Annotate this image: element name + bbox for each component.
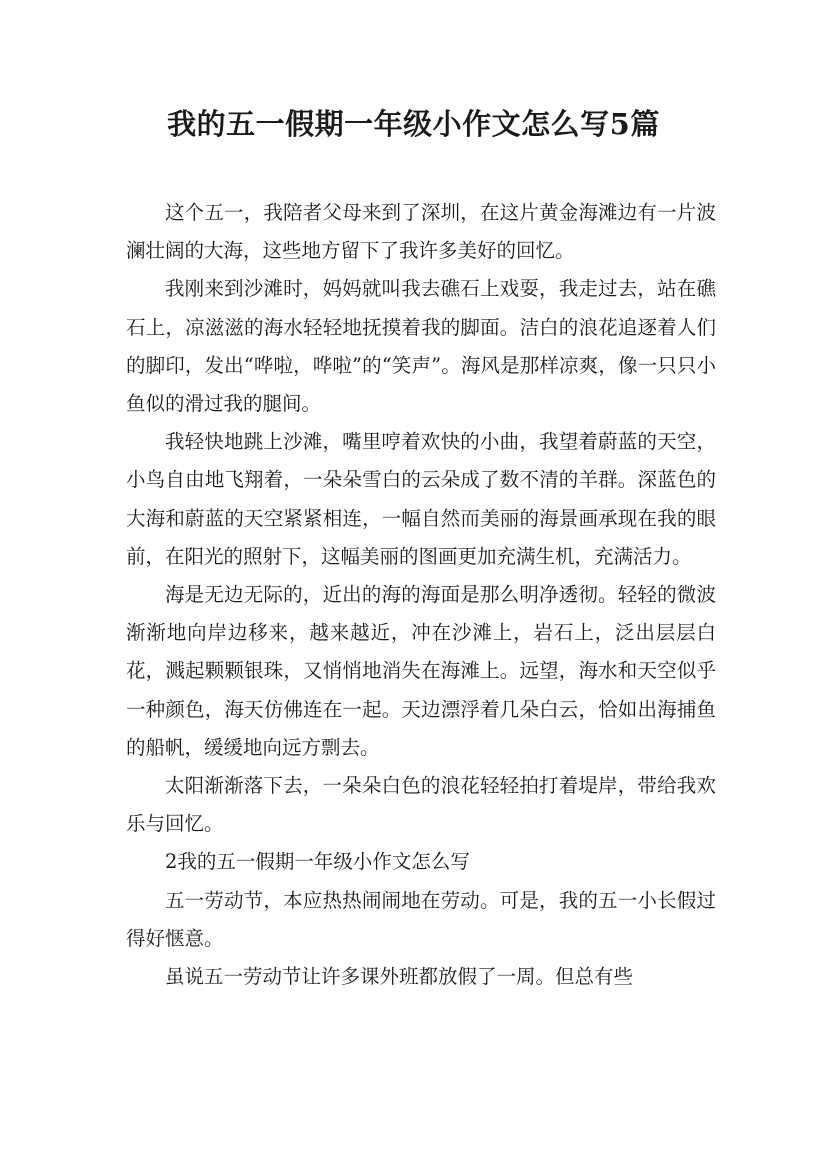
paragraph-3: 我轻快地跳上沙滩，嘴里哼着欢快的小曲，我望着蔚蓝的天空，小鸟自由地飞翔着，一朵朵雪白的云朵成了数不清的羊群。深蓝色的大海和蔚蓝的天空紧紧相连，一幅自然而美丽的海景画承现在我的眼前，在阳光的照射下，这幅美丽的图画更加充满生机，充满活力。 <box>126 430 716 568</box>
paragraph-5: 太阳渐渐落下去，一朵朵白色的浪花轻轻拍打着堤岸，带给我欢乐与回忆。 <box>126 774 716 836</box>
document-body <box>126 194 716 996</box>
section-heading-2: 2我的五一假期一年级小作文怎么写 <box>165 850 470 874</box>
paragraph-4: 海是无边无际的，近出的海的海面是那么明净透彻。轻轻的微波渐渐地向岸边移来，越来越近，冲在沙滩上，岩石上，泛出层层白花，溅起颗颗银珠，又悄悄地消失在海滩上。远望，海水和天空似乎一种颜色，海天仿佛连在一起。天边漂浮着几朵白云，恰如出海捕鱼的船帆，缓缓地向远方剽去。 <box>126 583 716 759</box>
paragraph-7: 虽说五一劳动节让许多课外班都放假了一周。但总有些 <box>165 965 634 989</box>
paragraph-6: 五一劳动节，本应热热闹闹地在劳动。可是，我的五一小长假过得好惬意。 <box>126 888 716 950</box>
paragraph-2: 我刚来到沙滩时，妈妈就叫我去礁石上戏耍，我走过去，站在礁石上，凉滋滋的海水轻轻地抚摸着我的脚面。洁白的浪花追逐着人们的脚印，发出“哗啦，哗啦”的“笑声”。海风是那样凉爽，像一只只小鱼似的滑过我的腿间。 <box>126 277 716 416</box>
paragraph-1: 这个五一，我陪者父母来到了深圳，在这片黄金海滩边有一片波澜壮阔的大海，这些地方留下了我许多美好的回忆。 <box>126 201 716 263</box>
document-title: 我的五一假期一年级小作文怎么写5篇 <box>167 107 660 141</box>
